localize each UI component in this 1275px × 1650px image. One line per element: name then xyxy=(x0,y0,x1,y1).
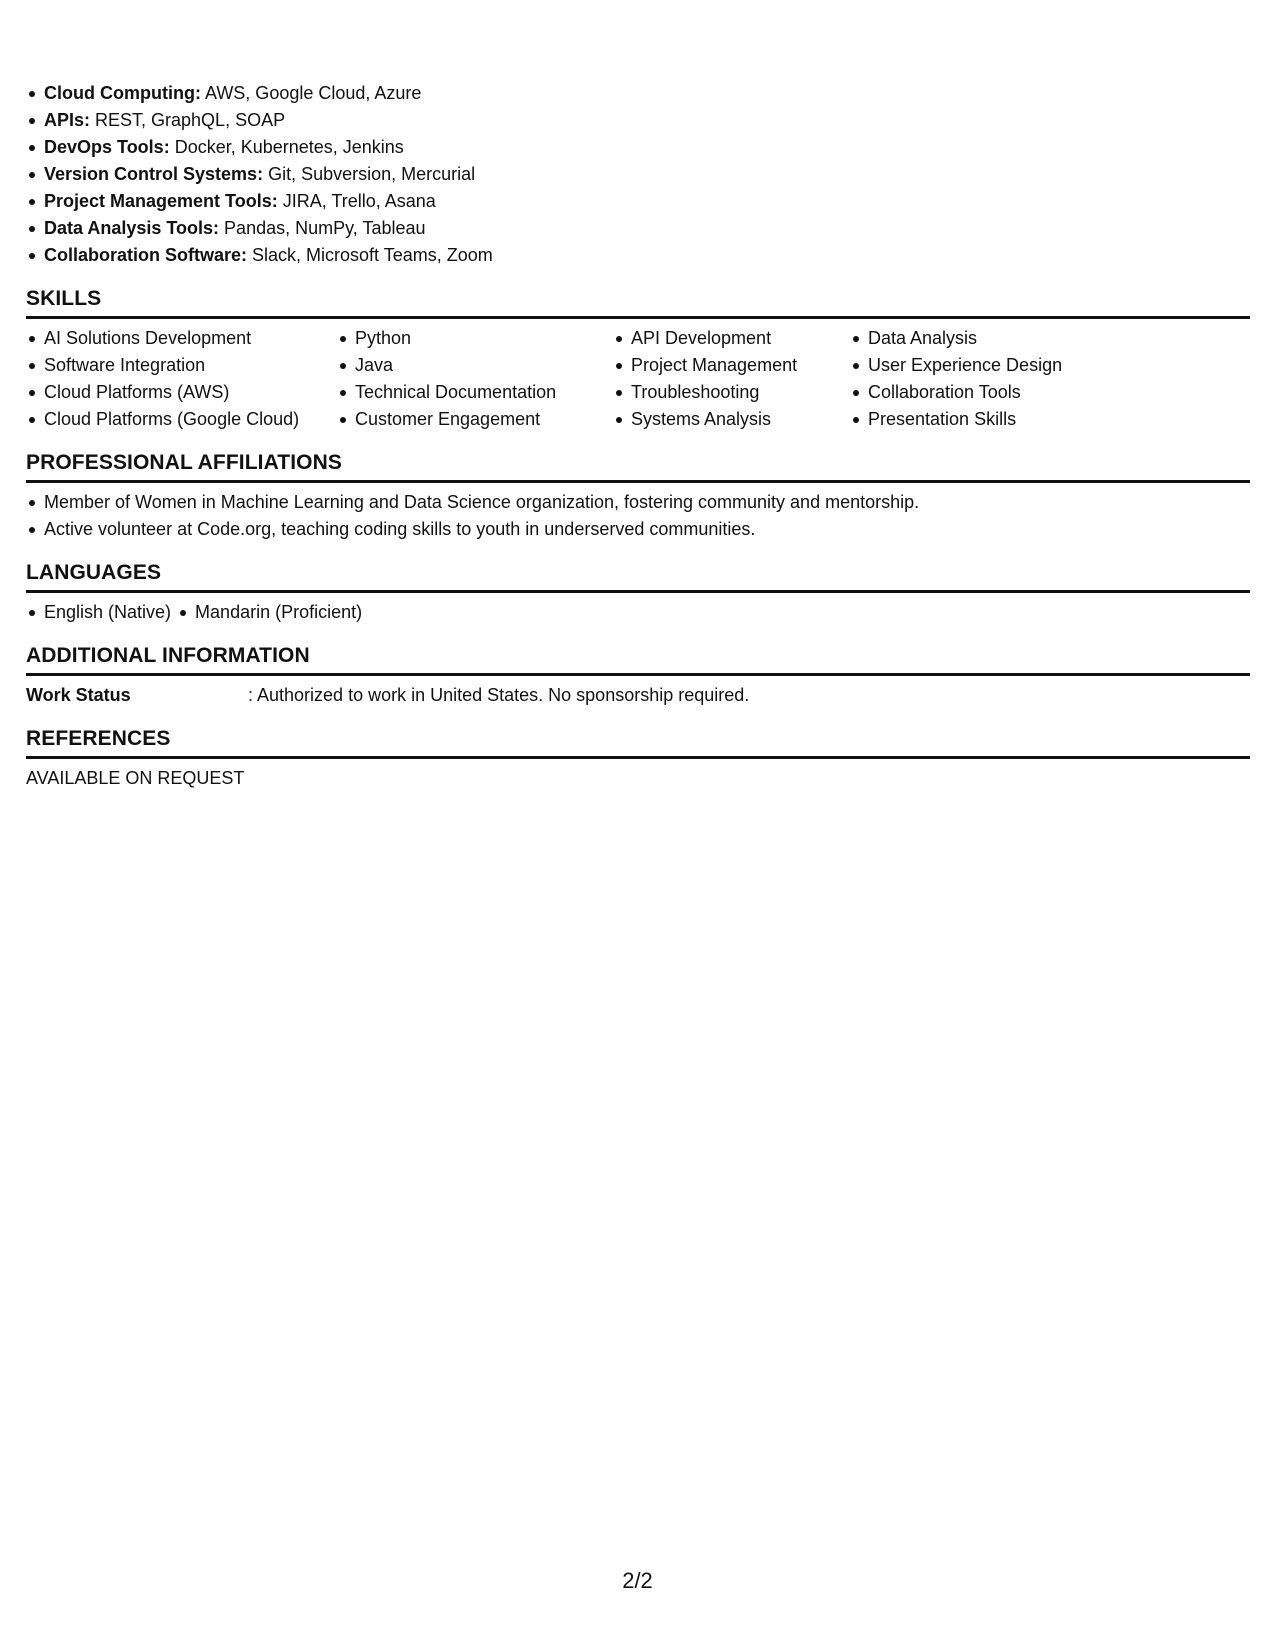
list-item: Python xyxy=(355,325,613,352)
list-item xyxy=(44,242,1250,269)
tool-value: Pandas, NumPy, Tableau xyxy=(219,218,426,238)
section-title-references: REFERENCES xyxy=(26,725,1250,759)
list-item: Technical Documentation xyxy=(355,379,613,406)
skills-column xyxy=(337,325,613,433)
page-number: 2/2 xyxy=(622,1568,653,1593)
list-item: Cloud Platforms (AWS) xyxy=(44,379,337,406)
tool-label: Collaboration Software: xyxy=(44,245,248,265)
list-item: Systems Analysis xyxy=(631,406,850,433)
tool-value: JIRA, Trello, Asana xyxy=(277,191,436,211)
tool-value: Slack, Microsoft Teams, Zoom xyxy=(247,245,493,265)
list-item: Mandarin (Proficient) xyxy=(195,599,362,626)
list-item xyxy=(44,134,1250,161)
list-item: AI Solutions Development xyxy=(44,325,337,352)
tool-label: APIs: xyxy=(44,110,91,130)
section-title-skills: SKILLS xyxy=(26,285,1250,319)
list-item xyxy=(44,161,1250,188)
languages-list xyxy=(26,599,386,626)
tool-value: Git, Subversion, Mercurial xyxy=(263,164,476,184)
list-item: API Development xyxy=(631,325,850,352)
resume-page xyxy=(26,80,1250,792)
skills-column xyxy=(613,325,850,433)
tool-value: REST, GraphQL, SOAP xyxy=(90,110,286,130)
tool-label: Data Analysis Tools: xyxy=(44,218,220,238)
tool-value: Docker, Kubernetes, Jenkins xyxy=(169,137,404,157)
tool-label: DevOps Tools: xyxy=(44,137,170,157)
list-item: Data Analysis xyxy=(868,325,1128,352)
references-text: AVAILABLE ON REQUEST xyxy=(26,768,245,788)
tool-label: Cloud Computing: xyxy=(44,83,201,103)
affiliations-list xyxy=(26,489,1250,543)
list-item: Collaboration Tools xyxy=(868,379,1128,406)
list-item: Member of Women in Machine Learning and Data Science organization, fostering community and mentorship. xyxy=(44,489,1250,516)
list-item xyxy=(44,188,1250,215)
list-item: User Experience Design xyxy=(868,352,1128,379)
skills-grid xyxy=(26,325,1250,433)
skills-column xyxy=(850,325,1128,433)
section-title-affiliations: PROFESSIONAL AFFILIATIONS xyxy=(26,449,1250,483)
languages-row xyxy=(26,599,1250,626)
list-item: English (Native) xyxy=(44,599,171,626)
list-item: Cloud Platforms (Google Cloud) xyxy=(44,406,337,433)
list-item: Presentation Skills xyxy=(868,406,1128,433)
skills-column xyxy=(26,325,337,433)
list-item: Customer Engagement xyxy=(355,406,613,433)
tool-value: AWS, Google Cloud, Azure xyxy=(200,83,422,103)
section-title-languages: LANGUAGES xyxy=(26,559,1250,593)
list-item xyxy=(44,107,1250,134)
list-item xyxy=(44,80,1250,107)
work-status-value: : Authorized to work in United States. No sponsorship required. xyxy=(248,685,750,705)
tool-label: Version Control Systems: xyxy=(44,164,264,184)
tools-list xyxy=(26,80,1250,269)
list-item: Project Management xyxy=(631,352,850,379)
list-item: Active volunteer at Code.org, teaching coding skills to youth in underserved communities. xyxy=(44,516,1250,543)
section-title-additional-information: ADDITIONAL INFORMATION xyxy=(26,642,1250,676)
tool-label: Project Management Tools: xyxy=(44,191,278,211)
list-item: Troubleshooting xyxy=(631,379,850,406)
list-item xyxy=(44,215,1250,242)
work-status-label: Work Status xyxy=(26,685,131,705)
list-item: Java xyxy=(355,352,613,379)
work-status-row xyxy=(26,682,1250,709)
list-item: Software Integration xyxy=(44,352,337,379)
